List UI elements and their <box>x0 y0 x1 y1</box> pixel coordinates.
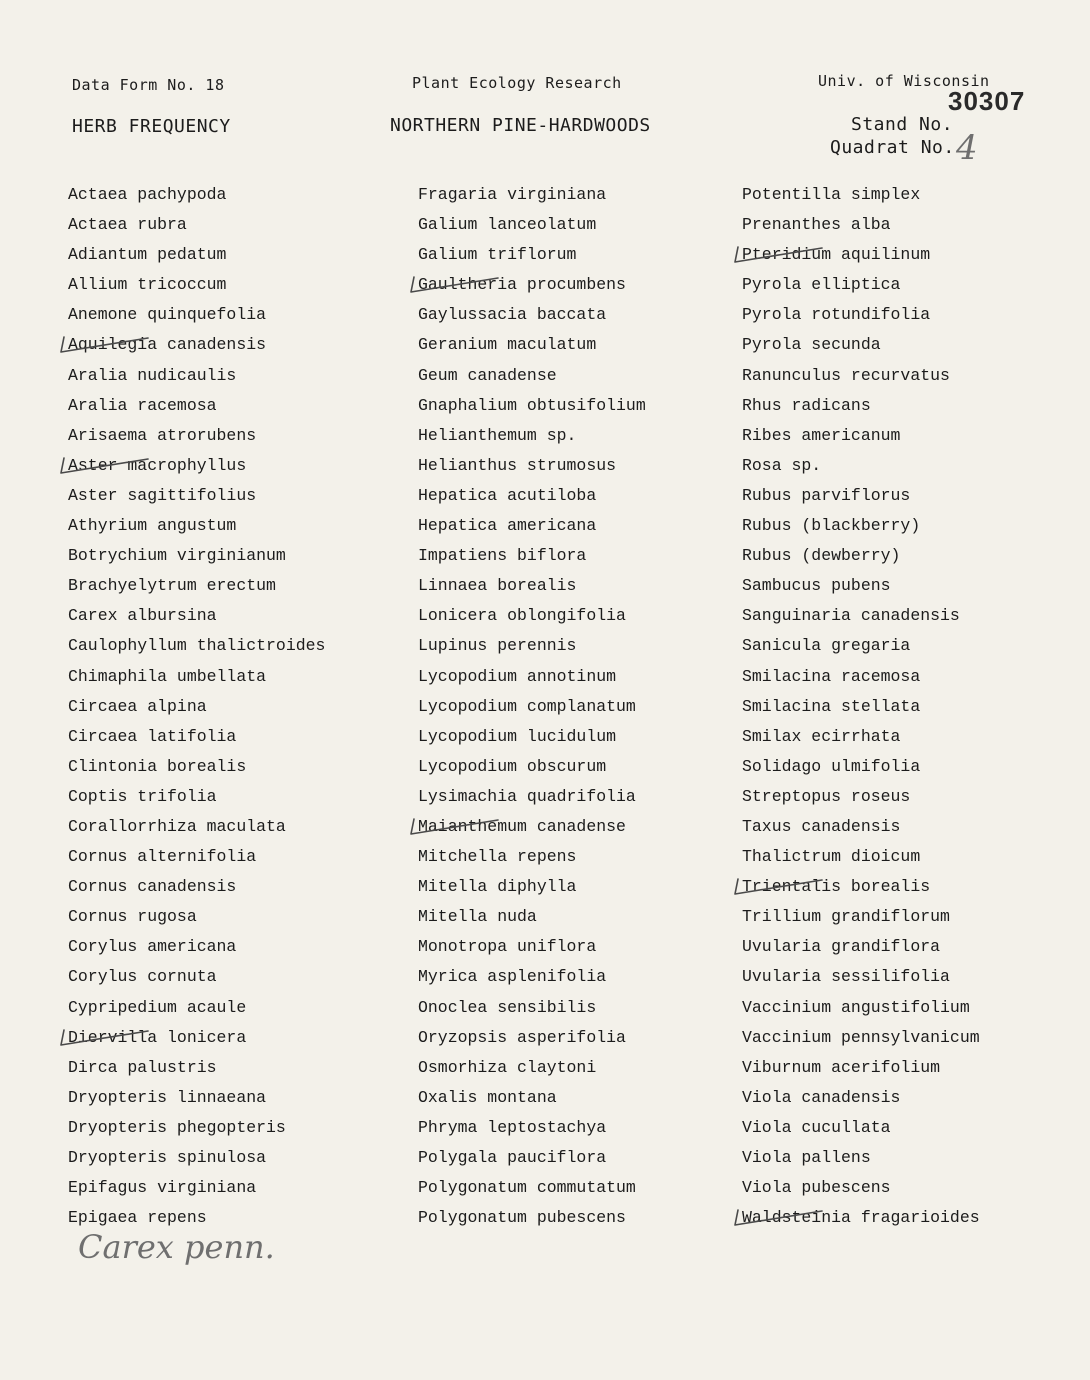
species-name: Aster macrophyllus <box>68 455 247 475</box>
species-name: Viola cucullata <box>742 1117 891 1137</box>
species-name: Geum canadense <box>418 365 557 385</box>
species-name: Potentilla simplex <box>742 185 921 204</box>
species-name: Lonicera oblongifolia <box>418 606 626 626</box>
species-name: Viola canadensis <box>742 1087 901 1107</box>
species-name: Gnaphalium obtusifolium <box>418 395 646 415</box>
species-name: Oryzopsis asperifolia <box>418 1027 626 1047</box>
species-item <box>68 210 325 240</box>
species-item <box>418 481 646 511</box>
species-name: Diervilla lonicera <box>68 1027 247 1047</box>
species-item <box>742 662 980 692</box>
species-item <box>418 361 646 391</box>
species-name: Viola pallens <box>742 1148 871 1167</box>
species-name: Dirca palustris <box>68 1057 217 1077</box>
species-item <box>742 1053 980 1083</box>
species-item <box>418 962 646 992</box>
species-item <box>68 782 325 812</box>
species-name: Osmorhiza claytoni <box>418 1057 597 1077</box>
species-name: Aquilegia canadensis <box>68 335 267 355</box>
species-name: Aralia nudicaulis <box>68 365 237 385</box>
species-name: Solidago ulmifolia <box>742 756 921 776</box>
species-name: Viola pubescens <box>742 1178 891 1198</box>
species-item <box>418 902 646 932</box>
species-item <box>68 1083 325 1113</box>
species-item <box>742 993 980 1023</box>
quadrat-number-handwritten: 4 <box>956 128 978 168</box>
species-item <box>742 1113 980 1143</box>
species-item <box>68 872 325 902</box>
form-number-label: Data Form No. 18 <box>72 76 225 94</box>
species-item <box>418 511 646 541</box>
species-item <box>68 421 325 451</box>
species-name: Geranium maculatum <box>418 335 597 355</box>
species-item <box>742 330 980 360</box>
species-item <box>742 421 980 451</box>
species-item <box>418 210 646 240</box>
species-item <box>418 1203 646 1233</box>
species-name: Corylus americana <box>68 937 237 957</box>
species-name: Sanicula gregaria <box>742 636 911 656</box>
species-name: Polygonatum pubescens <box>418 1208 626 1228</box>
species-item <box>418 662 646 692</box>
species-item <box>68 571 325 601</box>
species-item <box>742 962 980 992</box>
species-name: Sambucus pubens <box>742 576 891 596</box>
species-name: Smilax ecirrhata <box>742 726 901 746</box>
species-name: Mitella nuda <box>418 907 537 927</box>
species-item <box>68 300 325 330</box>
species-name: Anemone quinquefolia <box>68 305 267 325</box>
species-name: Arisaema atrorubens <box>68 425 257 445</box>
species-name: Uvularia sessilifolia <box>742 967 950 987</box>
species-item <box>68 270 325 300</box>
species-item <box>742 180 980 210</box>
species-item <box>68 240 325 270</box>
species-item <box>742 1023 980 1053</box>
species-item <box>418 631 646 661</box>
species-item <box>418 1113 646 1143</box>
species-item <box>68 722 325 752</box>
species-item <box>68 391 325 421</box>
species-item <box>418 270 646 300</box>
species-name: Epigaea repens <box>68 1208 207 1228</box>
species-item <box>418 692 646 722</box>
species-name: Adiantum pedatum <box>68 245 227 265</box>
species-item <box>418 391 646 421</box>
species-item <box>742 842 980 872</box>
species-item <box>418 752 646 782</box>
species-name: Fragaria virginiana <box>418 185 607 204</box>
species-name: Gaultheria procumbens <box>418 275 626 295</box>
species-name: Helianthus strumosus <box>418 455 617 475</box>
species-name: Viburnum acerifolium <box>742 1057 941 1077</box>
species-item <box>742 300 980 330</box>
species-item <box>742 361 980 391</box>
species-item <box>68 993 325 1023</box>
species-item <box>68 180 325 210</box>
species-name: Circaea latifolia <box>68 726 237 746</box>
species-column-3 <box>742 180 980 1233</box>
species-name: Lycopodium complanatum <box>418 696 636 716</box>
species-name: Epifagus virginiana <box>68 1178 257 1198</box>
community-title: NORTHERN PINE-HARDWOODS <box>390 115 651 136</box>
species-name: Cornus alternifolia <box>68 847 257 867</box>
species-item <box>742 812 980 842</box>
species-item <box>418 451 646 481</box>
species-item <box>68 662 325 692</box>
species-name: Lycopodium lucidulum <box>418 726 617 746</box>
species-name: Rosa sp. <box>742 455 822 475</box>
species-name: Mitchella repens <box>418 847 577 867</box>
species-item <box>418 812 646 842</box>
species-name: Gaylussacia baccata <box>418 305 607 325</box>
species-item <box>742 692 980 722</box>
species-name: Chimaphila umbellata <box>68 666 267 686</box>
species-name: Sanguinaria canadensis <box>742 606 960 626</box>
species-item <box>68 812 325 842</box>
species-name: Onoclea sensibilis <box>418 997 597 1017</box>
species-name: Hepatica americana <box>418 516 597 536</box>
species-item <box>742 210 980 240</box>
species-item <box>418 240 646 270</box>
species-name: Actaea rubra <box>68 215 187 235</box>
species-name: Corallorrhiza maculata <box>68 816 286 836</box>
species-item <box>418 1173 646 1203</box>
species-item <box>418 1143 646 1173</box>
species-name: Pyrola secunda <box>742 335 881 355</box>
species-item <box>742 571 980 601</box>
species-name: Caulophyllum thalictroides <box>68 636 326 656</box>
species-name: Rubus (dewberry) <box>742 546 901 566</box>
species-item <box>742 451 980 481</box>
species-column-2 <box>418 180 646 1233</box>
species-item <box>742 932 980 962</box>
species-item <box>418 1023 646 1053</box>
species-name: Cornus rugosa <box>68 907 197 927</box>
species-item <box>418 601 646 631</box>
stand-number-label: Stand No. <box>851 114 954 135</box>
species-name: Galium triflorum <box>418 245 577 265</box>
species-item <box>742 240 980 270</box>
species-column-1 <box>68 180 325 1233</box>
species-item <box>742 902 980 932</box>
species-name: Maianthemum canadense <box>418 816 626 836</box>
species-item <box>418 1053 646 1083</box>
species-item <box>418 180 646 210</box>
species-item <box>742 722 980 752</box>
species-name: Oxalis montana <box>418 1087 557 1107</box>
species-name: Ribes americanum <box>742 425 901 445</box>
species-name: Cypripedium acaule <box>68 997 247 1017</box>
species-item <box>68 1023 325 1053</box>
species-name: Botrychium virginianum <box>68 546 286 566</box>
species-item <box>742 631 980 661</box>
species-name: Mitella diphylla <box>418 877 577 897</box>
species-item <box>742 541 980 571</box>
species-name: Dryopteris phegopteris <box>68 1117 286 1137</box>
species-item <box>742 782 980 812</box>
species-item <box>68 1143 325 1173</box>
species-name: Thalictrum dioicum <box>742 847 921 867</box>
program-label: Plant Ecology Research <box>412 74 622 92</box>
species-item <box>68 481 325 511</box>
species-item <box>742 1083 980 1113</box>
species-item <box>418 421 646 451</box>
species-item <box>418 722 646 752</box>
species-name: Waldsteinia fragarioides <box>742 1208 980 1228</box>
species-item <box>742 1143 980 1173</box>
species-name: Trientalis borealis <box>742 877 931 897</box>
species-name: Polygala pauciflora <box>418 1148 607 1167</box>
species-item <box>742 391 980 421</box>
species-item <box>68 932 325 962</box>
species-name: Streptopus roseus <box>742 786 911 806</box>
species-name: Rhus radicans <box>742 395 871 415</box>
species-item <box>418 330 646 360</box>
species-item <box>68 902 325 932</box>
species-name: Trillium grandiflorum <box>742 907 950 927</box>
species-name: Uvularia grandiflora <box>742 937 941 957</box>
species-name: Pteridium aquilinum <box>742 245 931 265</box>
species-name: Helianthemum sp. <box>418 425 577 445</box>
species-name: Pyrola elliptica <box>742 275 901 295</box>
species-name: Impatiens biflora <box>418 546 587 566</box>
species-item <box>68 330 325 360</box>
species-item <box>68 361 325 391</box>
quadrat-number-label: Quadrat No. <box>830 137 955 158</box>
species-name: Taxus canadensis <box>742 816 901 836</box>
species-item <box>418 300 646 330</box>
species-item <box>68 541 325 571</box>
species-name: Myrica asplenifolia <box>418 967 607 987</box>
species-item <box>418 1083 646 1113</box>
species-name: Clintonia borealis <box>68 756 247 776</box>
species-item <box>742 481 980 511</box>
species-name: Carex albursina <box>68 606 217 626</box>
species-item <box>742 511 980 541</box>
species-item <box>742 601 980 631</box>
species-name: Allium tricoccum <box>68 275 227 295</box>
species-name: Smilacina stellata <box>742 696 921 716</box>
form-title: HERB FREQUENCY <box>72 116 231 137</box>
stand-number-stamp: 30307 <box>948 86 1026 116</box>
species-name: Prenanthes alba <box>742 215 891 235</box>
species-item <box>68 842 325 872</box>
species-item <box>742 872 980 902</box>
species-item <box>742 270 980 300</box>
species-name: Actaea pachypoda <box>68 185 227 204</box>
species-name: Ranunculus recurvatus <box>742 365 950 385</box>
species-name: Phryma leptostachya <box>418 1117 607 1137</box>
species-item <box>418 541 646 571</box>
species-item <box>742 752 980 782</box>
species-name: Brachyelytrum erectum <box>68 576 276 596</box>
species-name: Polygonatum commutatum <box>418 1178 636 1198</box>
species-name: Cornus canadensis <box>68 877 237 897</box>
species-name: Vaccinium pennsylvanicum <box>742 1027 980 1047</box>
species-name: Hepatica acutiloba <box>418 485 597 505</box>
species-item <box>68 692 325 722</box>
species-name: Lysimachia quadrifolia <box>418 786 636 806</box>
species-name: Coptis trifolia <box>68 786 217 806</box>
species-name: Lycopodium annotinum <box>418 666 617 686</box>
species-name: Aralia racemosa <box>68 395 217 415</box>
species-item <box>68 511 325 541</box>
species-name: Monotropa uniflora <box>418 937 597 957</box>
species-name: Corylus cornuta <box>68 967 217 987</box>
species-item <box>68 1113 325 1143</box>
species-item <box>68 752 325 782</box>
species-name: Aster sagittifolius <box>68 485 257 505</box>
species-item <box>68 1173 325 1203</box>
species-item <box>418 782 646 812</box>
species-name: Vaccinium angustifolium <box>742 997 970 1017</box>
species-item <box>418 571 646 601</box>
species-item <box>68 1053 325 1083</box>
species-name: Pyrola rotundifolia <box>742 305 931 325</box>
species-name: Galium lanceolatum <box>418 215 597 235</box>
species-item <box>68 631 325 661</box>
species-name: Rubus parviflorus <box>742 485 911 505</box>
species-name: Rubus (blackberry) <box>742 516 921 536</box>
species-name: Lycopodium obscurum <box>418 756 607 776</box>
species-name: Smilacina racemosa <box>742 666 921 686</box>
species-item <box>418 993 646 1023</box>
species-item <box>418 872 646 902</box>
species-name: Dryopteris spinulosa <box>68 1148 267 1167</box>
handwritten-note: Carex penn. <box>78 1228 275 1266</box>
species-name: Lupinus perennis <box>418 636 577 656</box>
species-item <box>68 451 325 481</box>
species-item <box>742 1203 980 1233</box>
species-item <box>68 601 325 631</box>
species-name: Circaea alpina <box>68 696 207 716</box>
species-name: Linnaea borealis <box>418 576 577 596</box>
species-item <box>418 932 646 962</box>
institution-label: Univ. of Wisconsin <box>818 72 990 90</box>
species-name: Dryopteris linnaeana <box>68 1087 267 1107</box>
species-name: Athyrium angustum <box>68 516 237 536</box>
species-item <box>68 962 325 992</box>
species-item <box>742 1173 980 1203</box>
species-item <box>418 842 646 872</box>
